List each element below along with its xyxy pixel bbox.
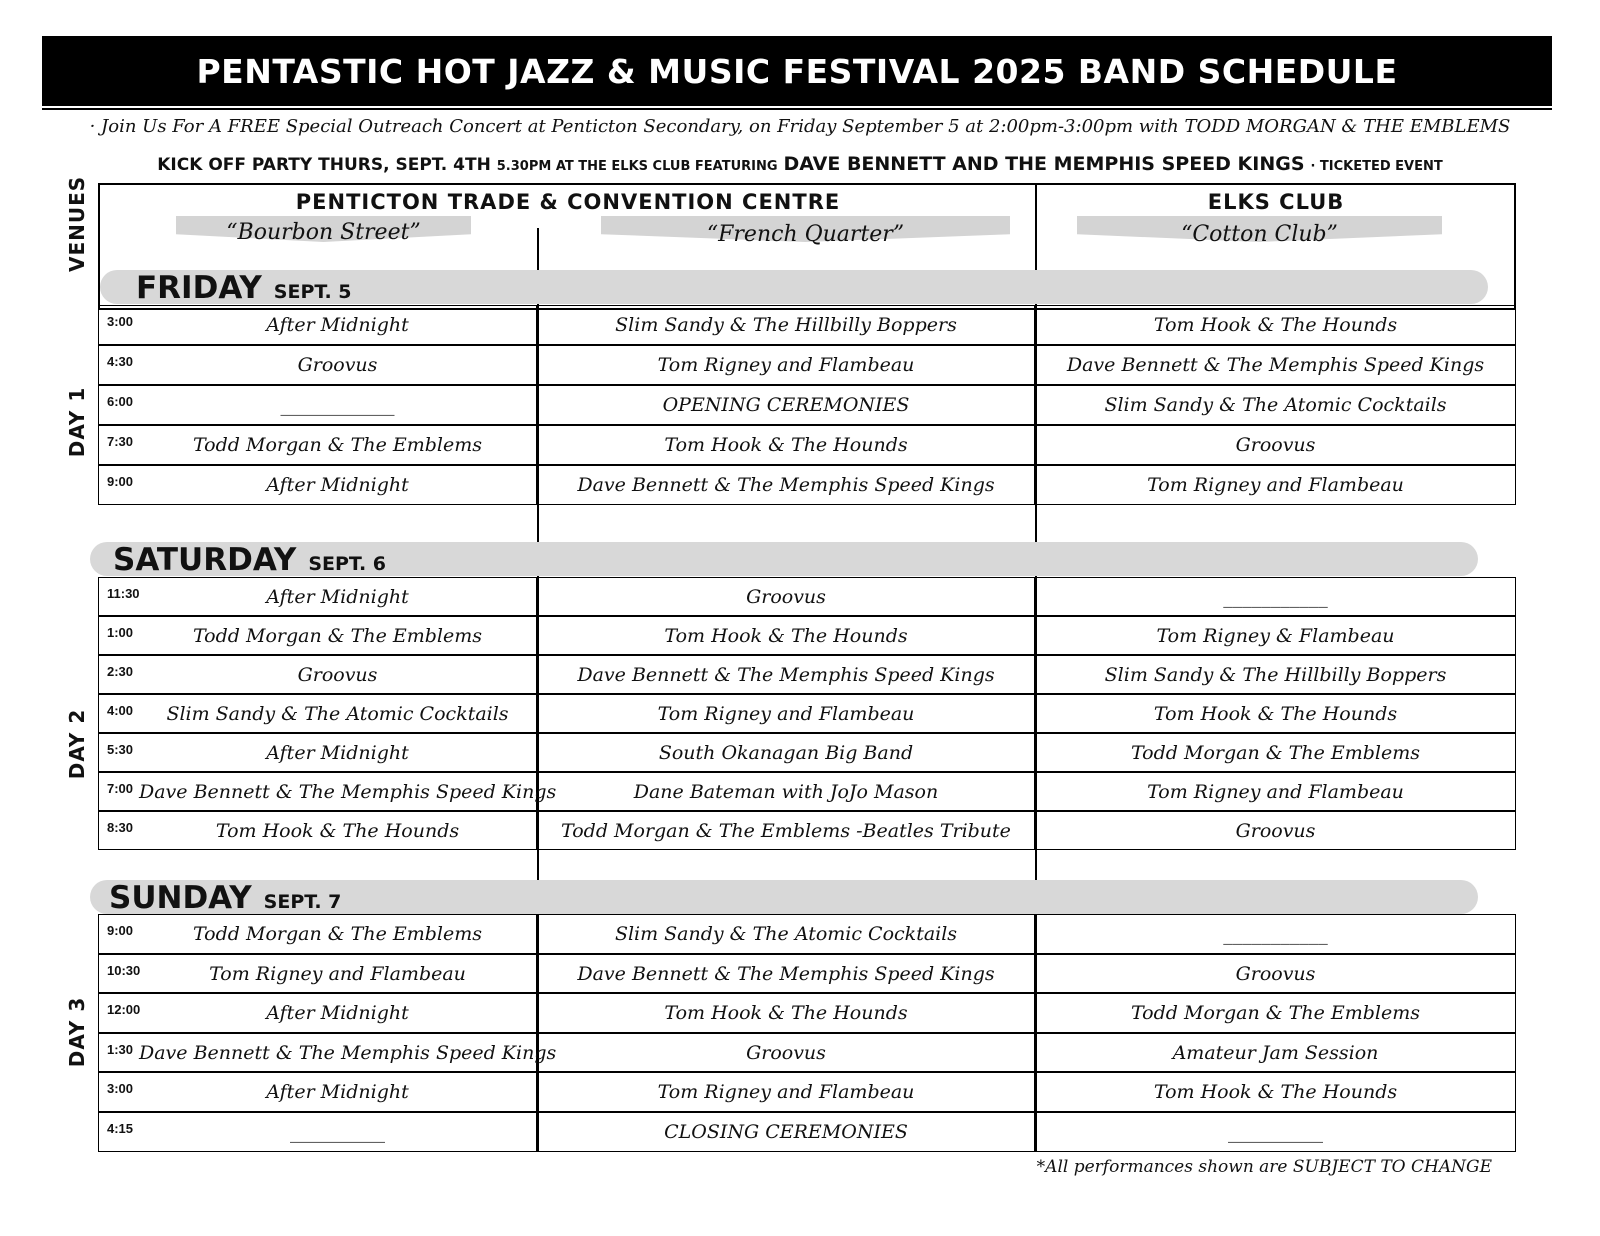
bourbon-street-act: Dave Bennett & The Memphis Speed Kings xyxy=(139,1041,557,1064)
cotton-club-act: Slim Sandy & The Hillbilly Boppers xyxy=(1104,664,1447,686)
cotton-club-act: Tom Hook & The Hounds xyxy=(1153,314,1398,336)
table-row xyxy=(98,954,1516,994)
day-2-label: DAY 2 xyxy=(65,708,89,780)
page-title: PENTASTIC HOT JAZZ & MUSIC FESTIVAL 2025 BAND SCHEDULE xyxy=(196,51,1398,91)
time-slot: 3:00 xyxy=(107,314,134,329)
room-cotton-club: “Cotton Club” xyxy=(1181,222,1338,247)
french-quarter-act: Groovus xyxy=(746,1041,826,1064)
day-name: FRIDAY xyxy=(136,270,262,306)
table-cell xyxy=(1035,1112,1516,1152)
day-heading-friday xyxy=(136,270,352,306)
table-cell xyxy=(537,655,1035,694)
bourbon-street-act: Dave Bennett & The Memphis Speed Kings xyxy=(139,781,557,803)
day-date: SEPT. 7 xyxy=(263,891,342,913)
french-quarter-act: Dave Bennett & The Memphis Speed Kings xyxy=(577,474,995,496)
bourbon-street-act: Todd Morgan & The Emblems xyxy=(192,923,483,945)
table-cell xyxy=(98,1033,557,1073)
table-cell xyxy=(1035,1033,1516,1073)
time-slot: 9:00 xyxy=(107,923,134,938)
time-slot: 2:30 xyxy=(107,664,134,679)
french-quarter-act: Dave Bennett & The Memphis Speed Kings xyxy=(577,664,995,686)
table-row xyxy=(98,425,1516,465)
kickoff-notice xyxy=(0,153,1600,175)
bourbon-street-act: Groovus xyxy=(297,664,378,686)
time-slot: 4:00 xyxy=(107,703,134,718)
table-row xyxy=(98,772,1516,811)
day-heading-sunday xyxy=(109,880,341,916)
day-date: SEPT. 5 xyxy=(273,281,352,303)
day-date: SEPT. 6 xyxy=(308,553,387,575)
table-row xyxy=(98,465,1516,505)
table-cell xyxy=(1035,385,1516,425)
bourbon-street-act: After Midnight xyxy=(266,586,409,608)
cotton-club-act: Todd Morgan & The Emblems xyxy=(1130,742,1421,764)
table-cell xyxy=(98,811,537,850)
french-quarter-act: Tom Rigney and Flambeau xyxy=(657,354,915,376)
table-cell xyxy=(98,655,537,694)
outreach-notice: · Join Us For A FREE Special Outreach Concert at Penticton Secondary, on Friday September 5 at 2:00pm-3:00pm with TODD MORGAN & THE EMBLEMS xyxy=(89,116,1511,137)
table-cell xyxy=(98,914,537,954)
table-cell xyxy=(98,425,537,465)
table-cell xyxy=(1035,577,1516,616)
bourbon-street-act: Todd Morgan & The Emblems xyxy=(192,625,483,647)
time-slot: 5:30 xyxy=(107,742,134,757)
table-row xyxy=(98,811,1516,850)
table-cell xyxy=(1035,914,1516,954)
table-cell xyxy=(537,772,1035,811)
cotton-club-act: Tom Hook & The Hounds xyxy=(1153,1081,1398,1104)
table-cell xyxy=(537,385,1035,425)
table-cell xyxy=(98,993,537,1033)
cotton-club-act: Groovus xyxy=(1235,434,1316,456)
time-slot: 1:00 xyxy=(107,625,134,640)
table-cell xyxy=(98,1072,537,1112)
table-cell xyxy=(98,305,537,345)
time-slot: 4:15 xyxy=(107,1121,134,1136)
table-cell xyxy=(537,425,1035,465)
time-slot: 7:00 xyxy=(107,781,134,796)
table-cell xyxy=(98,772,557,811)
french-quarter-act: Groovus xyxy=(746,586,826,608)
table-cell xyxy=(537,733,1035,772)
table-row xyxy=(98,914,1516,954)
table-cell xyxy=(1035,655,1516,694)
french-quarter-act: Tom Hook & The Hounds xyxy=(664,434,908,456)
time-slot: 6:00 xyxy=(107,394,134,409)
cotton-club-act: Tom Rigney and Flambeau xyxy=(1147,474,1404,496)
table-cell xyxy=(98,577,537,616)
bourbon-street-act: __________ xyxy=(290,1121,385,1143)
table-cell xyxy=(537,1112,1035,1152)
table-cell xyxy=(98,385,537,425)
table-cell xyxy=(1035,993,1516,1033)
table-cell xyxy=(1035,772,1516,811)
table-row xyxy=(98,385,1516,425)
cotton-club-act: __________ xyxy=(1228,1121,1323,1143)
bourbon-street-act: After Midnight xyxy=(266,314,409,336)
room-french-quarter: “French Quarter” xyxy=(706,222,905,247)
cotton-club-act: Tom Rigney and Flambeau xyxy=(1147,781,1404,803)
bourbon-street-act: Groovus xyxy=(297,354,378,376)
cotton-club-act: Groovus xyxy=(1235,962,1316,985)
french-quarter-act: Tom Rigney and Flambeau xyxy=(657,1081,915,1104)
table-cell xyxy=(98,733,537,772)
room-bourbon-street: “Bourbon Street” xyxy=(226,220,421,245)
time-slot: 11:30 xyxy=(107,586,140,601)
time-slot: 3:00 xyxy=(107,1081,134,1097)
cotton-club-act: Dave Bennett & The Memphis Speed Kings xyxy=(1066,354,1485,376)
table-cell xyxy=(98,954,537,994)
table-cell xyxy=(537,616,1035,655)
table-row xyxy=(98,733,1516,772)
bourbon-street-act: After Midnight xyxy=(266,742,409,764)
table-cell xyxy=(1035,305,1516,345)
table-cell xyxy=(1035,345,1516,385)
table-cell xyxy=(1035,465,1516,505)
day-1-label: DAY 1 xyxy=(65,386,89,458)
bourbon-street-act: Slim Sandy & The Atomic Cocktails xyxy=(166,703,509,725)
time-slot: 10:30 xyxy=(107,962,141,978)
subject-to-change-note: *All performances shown are SUBJECT TO CHANGE xyxy=(1036,1157,1492,1177)
french-quarter-act: Todd Morgan & The Emblems -Beatles Tribute xyxy=(561,820,1011,842)
table-cell xyxy=(1035,425,1516,465)
table-cell xyxy=(98,465,537,505)
cotton-club-act: Tom Hook & The Hounds xyxy=(1153,703,1398,725)
venues-side-label: VENUES xyxy=(65,175,89,272)
time-slot: 1:30 xyxy=(107,1041,134,1057)
table-row xyxy=(98,616,1516,655)
table-row xyxy=(98,655,1516,694)
day-heading-saturday xyxy=(113,542,386,578)
cotton-club-act: Amateur Jam Session xyxy=(1172,1041,1379,1064)
bourbon-street-act: ____________ xyxy=(280,394,395,416)
table-row xyxy=(98,1112,1516,1152)
table-cell xyxy=(1035,1072,1516,1112)
table-cell xyxy=(537,954,1035,994)
table-cell xyxy=(98,616,537,655)
time-slot: 4:30 xyxy=(107,354,134,369)
table-cell xyxy=(537,914,1035,954)
table-cell xyxy=(98,694,537,733)
table-cell xyxy=(1035,733,1516,772)
cotton-club-act: ___________ xyxy=(1223,586,1328,608)
table-row xyxy=(98,1072,1516,1112)
kickoff-date: KICK OFF PARTY THURS, SEPT. 4TH xyxy=(157,155,491,175)
cotton-club-act: Tom Rigney & Flambeau xyxy=(1156,625,1395,647)
french-quarter-act: Tom Hook & The Hounds xyxy=(664,625,908,647)
bourbon-street-act: Todd Morgan & The Emblems xyxy=(192,434,483,456)
french-quarter-act: Slim Sandy & The Atomic Cocktails xyxy=(614,923,958,945)
venue-elks-club: ELKS CLUB xyxy=(1207,190,1345,214)
table-row xyxy=(98,577,1516,616)
bourbon-street-act: Tom Rigney and Flambeau xyxy=(209,962,466,985)
table-row xyxy=(98,1033,1516,1073)
cotton-club-act: ___________ xyxy=(1223,923,1328,945)
table-cell xyxy=(98,1112,537,1152)
title-banner xyxy=(42,36,1552,106)
cotton-club-act: Slim Sandy & The Atomic Cocktails xyxy=(1104,394,1447,416)
day-name: SATURDAY xyxy=(113,542,297,578)
bourbon-street-act: After Midnight xyxy=(266,1081,409,1104)
french-quarter-act: CLOSING CEREMONIES xyxy=(664,1121,908,1143)
french-quarter-act: Dane Bateman with JoJo Mason xyxy=(633,781,939,803)
time-slot: 7:30 xyxy=(107,434,134,449)
bourbon-street-act: After Midnight xyxy=(266,1002,409,1025)
french-quarter-act: South Okanagan Big Band xyxy=(658,742,914,764)
time-slot: 9:00 xyxy=(107,474,134,489)
table-cell xyxy=(1035,811,1516,850)
table-cell xyxy=(537,694,1035,733)
french-quarter-act: Dave Bennett & The Memphis Speed Kings xyxy=(577,962,995,985)
table-cell xyxy=(1035,616,1516,655)
kickoff-headliner: DAVE BENNETT AND THE MEMPHIS SPEED KINGS xyxy=(783,153,1305,175)
table-cell xyxy=(1035,954,1516,994)
bourbon-street-act: After Midnight xyxy=(266,474,409,496)
table-cell xyxy=(98,345,537,385)
day-3-label: DAY 3 xyxy=(65,996,89,1068)
cotton-club-act: Todd Morgan & The Emblems xyxy=(1130,1002,1421,1025)
french-quarter-act: Tom Hook & The Hounds xyxy=(664,1002,908,1025)
kickoff-location: 5.30PM AT THE ELKS CLUB FEATURING xyxy=(496,159,778,174)
table-row xyxy=(98,694,1516,733)
cotton-club-act: Groovus xyxy=(1235,820,1316,842)
kickoff-ticketed: · TICKETED EVENT xyxy=(1310,159,1443,174)
table-cell xyxy=(537,305,1035,345)
french-quarter-act: Slim Sandy & The Hillbilly Boppers xyxy=(615,314,957,336)
table-row xyxy=(98,305,1516,345)
day-name: SUNDAY xyxy=(109,880,252,916)
table-cell xyxy=(537,811,1035,850)
table-cell xyxy=(537,1072,1035,1112)
table-cell xyxy=(537,345,1035,385)
table-row xyxy=(98,345,1516,385)
time-slot: 12:00 xyxy=(107,1002,141,1018)
time-slot: 8:30 xyxy=(107,820,134,835)
table-cell xyxy=(537,1033,1035,1073)
table-row xyxy=(98,993,1516,1033)
french-quarter-act: OPENING CEREMONIES xyxy=(662,394,910,416)
table-cell xyxy=(1035,694,1516,733)
venue-trade-centre: PENTICTON TRADE & CONVENTION CENTRE xyxy=(295,190,841,214)
french-quarter-act: Tom Rigney and Flambeau xyxy=(657,703,915,725)
bourbon-street-act: Tom Hook & The Hounds xyxy=(215,820,460,842)
table-cell xyxy=(537,577,1035,616)
table-cell xyxy=(537,465,1035,505)
title-underline xyxy=(42,108,1552,110)
table-cell xyxy=(537,993,1035,1033)
